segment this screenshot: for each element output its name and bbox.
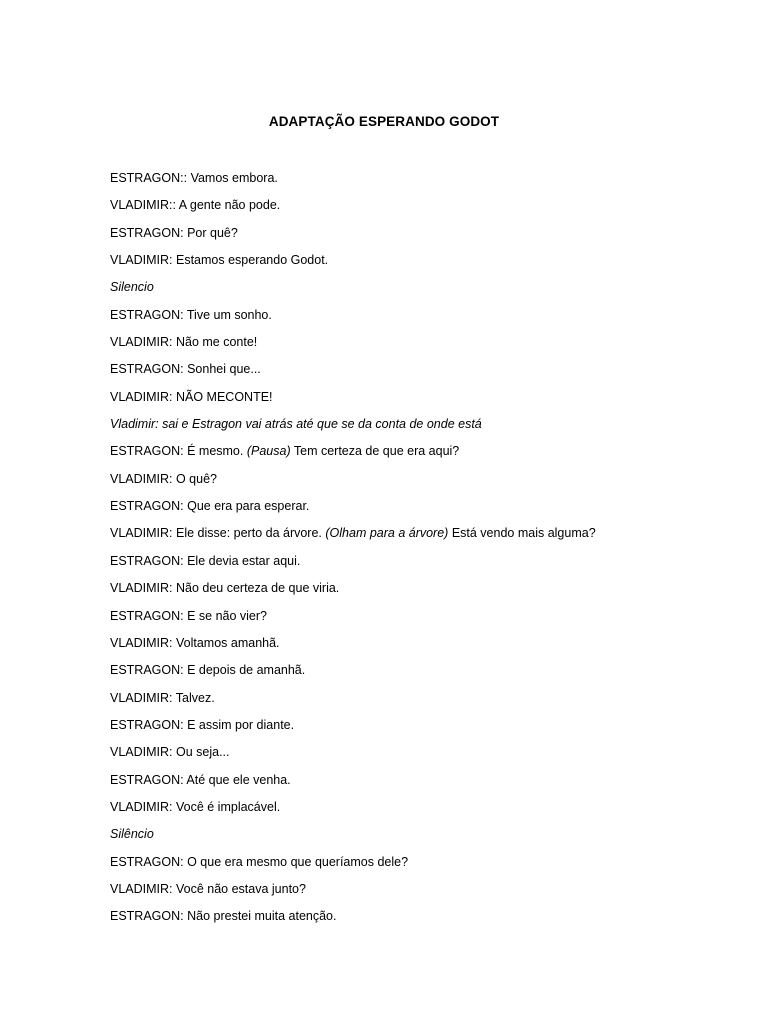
dialogue-line: VLADIMIR: O quê? — [110, 471, 217, 486]
dialogue-line: ESTRAGON: Até que ele venha. — [110, 772, 291, 787]
dialogue-text: Está vendo mais alguma? — [448, 526, 596, 541]
dialogue-line: ESTRAGON: O que era mesmo que queríamos dele? — [110, 854, 409, 869]
document-title: ADAPTAÇÃO ESPERANDO GODOT — [268, 114, 500, 129]
dialogue-line: ESTRAGON: E depois de amanhã. — [110, 663, 306, 678]
dialogue-text: ESTRAGON: É mesmo. — [110, 444, 247, 459]
dialogue-line — [110, 524, 730, 551]
dialogue-line: ESTRAGON:: Vamos embora. — [110, 171, 278, 185]
stage-direction: Vladimir: sai e Estragon vai atrás até que se da conta de onde está — [110, 417, 482, 432]
dialogue-line: ESTRAGON: E se não vier? — [110, 608, 268, 623]
stage-direction: Silencio — [110, 280, 154, 295]
dialogue-line — [110, 442, 730, 469]
dialogue-line: VLADIMIR: Não me conte! — [110, 335, 258, 350]
dialogue-line: ESTRAGON: Sonhei que... — [110, 362, 261, 377]
inline-stage-direction: (Olham para a árvore) — [325, 526, 449, 541]
dialogue-line: VLADIMIR: Talvez. — [110, 690, 215, 705]
dialogue-line: ESTRAGON: Ele devia estar aqui. — [110, 553, 301, 568]
dialogue-line: VLADIMIR: Não deu certeza de que viria. — [110, 581, 340, 596]
dialogue-text: Tem certeza de que era aqui? — [290, 444, 460, 459]
dialogue-line: VLADIMIR: Voltamos amanhã. — [110, 635, 280, 650]
dialogue-line: VLADIMIR: Você é implacável. — [110, 799, 281, 814]
dialogue-line: ESTRAGON: Não prestei muita atenção. — [110, 909, 337, 924]
inline-stage-direction: (Pausa) — [246, 444, 291, 459]
dialogue-line: ESTRAGON: Que era para esperar. — [110, 499, 310, 514]
dialogue-line: VLADIMIR: Ou seja... — [110, 745, 230, 760]
dialogue-line: ESTRAGON: E assim por diante. — [110, 717, 295, 732]
dialogue-line: VLADIMIR:: A gente não pode. — [110, 198, 281, 213]
dialogue-line: VLADIMIR: Você não estava junto? — [110, 881, 306, 896]
dialogue-line: VLADIMIR: Estamos esperando Godot. — [110, 253, 329, 268]
stage-direction: Silêncio — [110, 827, 154, 842]
dialogue-line: ESTRAGON: Por quê? — [110, 225, 238, 240]
script-body — [110, 169, 730, 935]
dialogue-text: VLADIMIR: Ele disse: perto da árvore. — [110, 526, 326, 541]
dialogue-line: ESTRAGON: Tive um sonho. — [110, 307, 272, 322]
dialogue-line: VLADIMIR: NÃO MECONTE! — [110, 389, 273, 404]
